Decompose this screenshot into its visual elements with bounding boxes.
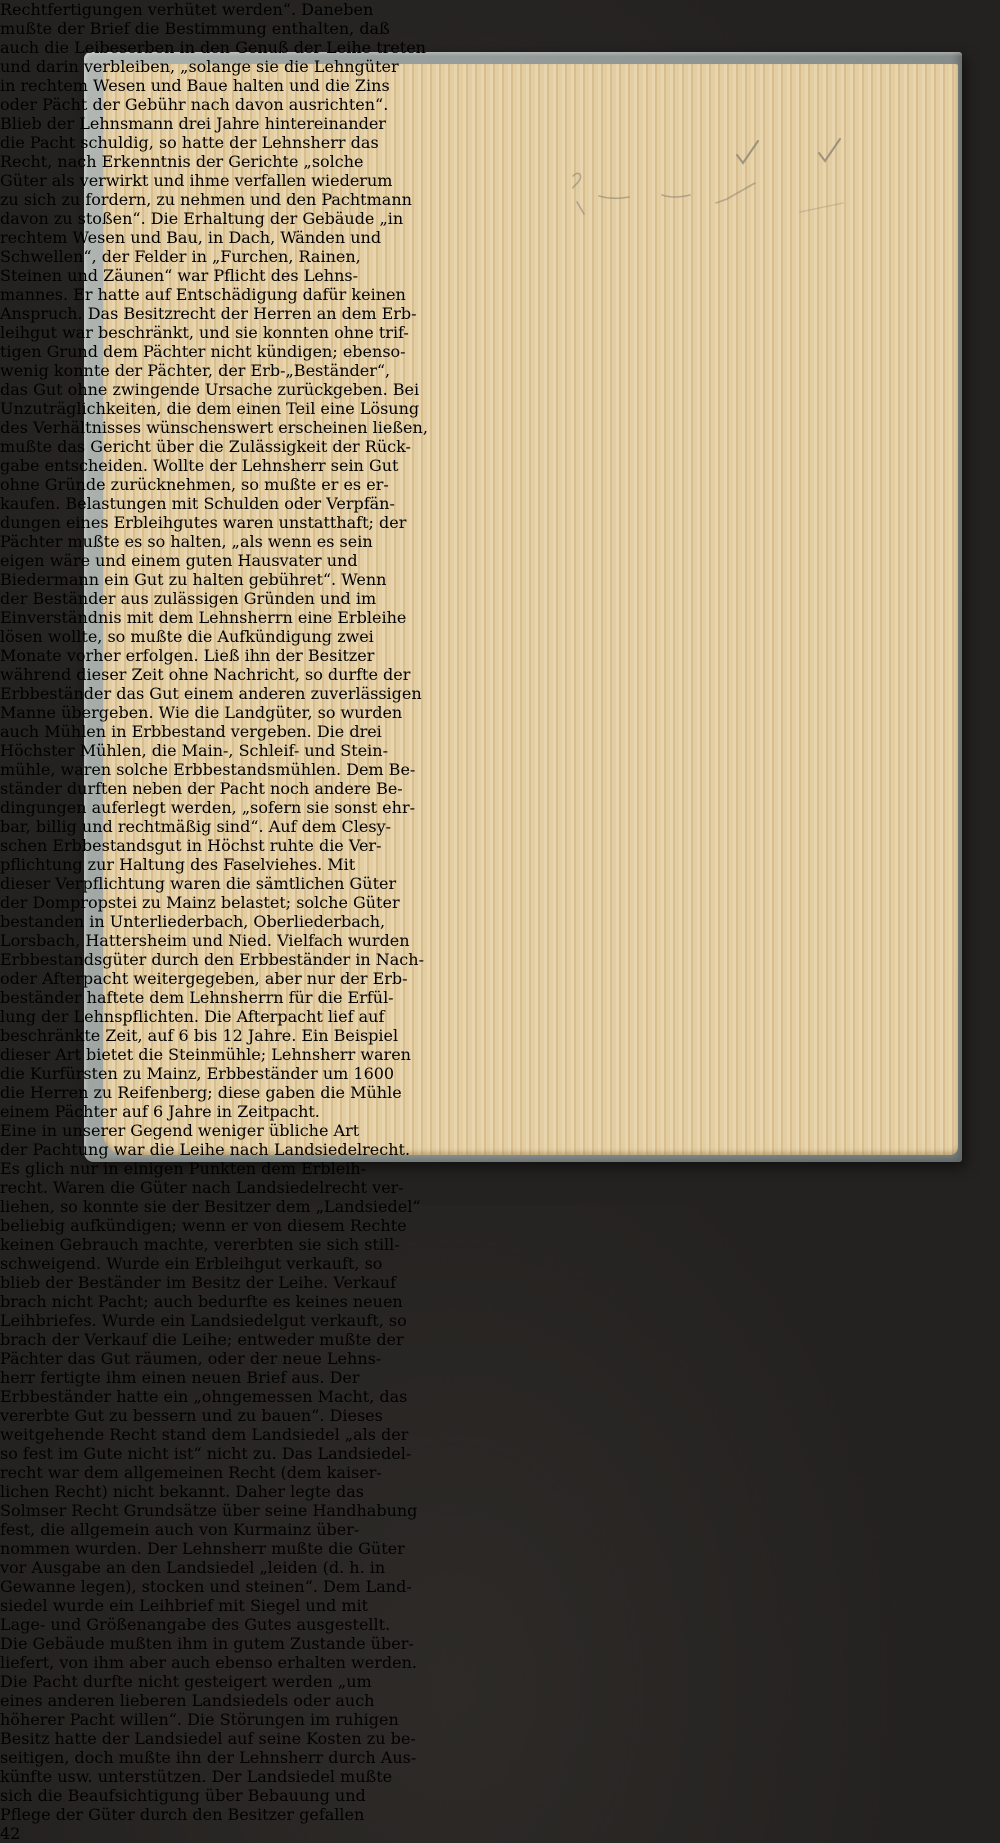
checkmark-unterliederbach-icon: [737, 141, 758, 163]
text-line: mannes. Er hatte auf Entschädigung dafür keinen: [0, 285, 406, 304]
margin-squiggle-icon: [573, 173, 584, 214]
text-line: dieser Art bietet die Steinmühle; Lehnsherr waren: [0, 1045, 411, 1064]
text-line: recht war dem allgemeinen Recht (dem kaiser-: [0, 1463, 382, 1482]
page-number: 42: [0, 1824, 21, 1843]
text-line: brach nicht Pacht; auch bedurfte es keines neuen: [0, 1292, 403, 1311]
text-line: rechtem Wesen und Bau, in Dach, Wänden und: [0, 228, 382, 247]
text-line: Pächter mußte es so halten, „als wenn es sein: [0, 532, 373, 551]
text-line: der Dompropstei zu Mainz belastet; solche Güter: [0, 893, 400, 912]
text-line: Pflege der Güter durch den Besitzer gefallen: [0, 1805, 365, 1824]
text-line: Rechtfertigungen verhütet werden“. Daneben: [0, 0, 374, 19]
text-line: Einverständnis mit dem Lehnsherrn eine Erbleihe: [0, 608, 407, 627]
text-line: lung der Lehnspflichten. Die Afterpacht lief auf: [0, 1007, 385, 1026]
text-line: Güter als verwirkt und ihme verfallen wiederum: [0, 171, 393, 190]
text-line: eigen wäre und einem guten Hausvater und: [0, 551, 358, 570]
text-line: brach der Verkauf die Leihe; entweder mußte der: [0, 1330, 404, 1349]
stroke-erbbestaender-icon: [800, 203, 843, 212]
text-line: liehen, so konnte sie der Besitzer dem „Landsiedel“: [0, 1197, 421, 1216]
text-line: Erbbeständer hatte ein „ohngemessen Macht, das: [0, 1387, 408, 1406]
text-line: Höchster Mühlen, die Main-, Schleif- und Stein-: [0, 741, 388, 760]
text-line: seitigen, doch mußte ihn der Lehnsherr durch Aus-: [0, 1748, 417, 1767]
text-line: vererbte Gut zu bessern und zu bauen“. Dieses: [0, 1406, 383, 1425]
text-line: Solmser Recht Grundsätze über seine Handhabung: [0, 1501, 418, 1520]
text-line: bestanden in Unterliederbach, Oberliederbach,: [0, 912, 386, 931]
text-line: künfte usw. unterstützen. Der Landsiedel mußte: [0, 1767, 393, 1786]
text-line: lösen wollte, so mußte die Aufkündigung zwei: [0, 627, 374, 646]
text-line: davon zu stoßen“. Die Erhaltung der Gebäude „in: [0, 209, 404, 228]
text-line: der Pachtung war die Leihe nach Landsiedelrecht.: [0, 1140, 411, 1159]
text-line: Monate vorher erfolgen. Ließ ihn der Besitzer: [0, 646, 375, 665]
text-line: zu sich zu fordern, zu nehmen und den Pachtmann: [0, 190, 412, 209]
text-line: recht. Waren die Güter nach Landsiedelrecht ver-: [0, 1178, 404, 1197]
text-line: nommen wurden. Der Lehnsherr mußte die Güter: [0, 1539, 405, 1558]
text-line: einem Pächter auf 6 Jahre in Zeitpacht.: [0, 1102, 320, 1121]
text-line: die Pacht schuldig, so hatte der Lehnsherr das: [0, 133, 379, 152]
text-line: pflichtung zur Haltung des Faselviehes. Mit: [0, 855, 356, 874]
text-line: keinen Gebrauch machte, vererbten sie sich still-: [0, 1235, 400, 1254]
text-line: wenig konnte der Pächter, der Erb-„Beständer“,: [0, 361, 391, 380]
text-line: Biedermann ein Gut zu halten gebühret“. Wenn: [0, 570, 387, 589]
text-line: Erbbestandsgüter durch den Erbbeständer in Nach-: [0, 950, 424, 969]
text-line: Recht, nach Erkenntnis der Gerichte „solche: [0, 152, 364, 171]
text-line: dieser Verpflichtung waren die sämtlichen Güter: [0, 874, 397, 893]
text-line: des Verhältnisses wünschenswert erscheinen ließen,: [0, 418, 428, 437]
text-line: höherer Pacht willen“. Die Störungen im ruhigen: [0, 1710, 399, 1729]
text-line: Schwellen“, der Felder in „Furchen, Rainen,: [0, 247, 361, 266]
text-line: Besitz hatte der Landsiedel auf seine Kosten zu be-: [0, 1729, 416, 1748]
text-line: Unzuträglichkeiten, die dem einen Teil eine Lösung: [0, 399, 420, 418]
text-line: ohne Gründe zurücknehmen, so mußte er es er-: [0, 475, 389, 494]
underline-lorsbach-icon: [599, 196, 629, 198]
text-line: bar, billig und rechtmäßig sind“. Auf dem Clesy-: [0, 817, 392, 836]
tick-nied-icon: [716, 183, 755, 203]
text-line: Lorsbach, Hattersheim und Nied. Vielfach wurden: [0, 931, 410, 950]
text-line: weitgehende Recht stand dem Landsiedel „als der: [0, 1425, 409, 1444]
text-line: dingungen auferlegt werden, „sofern sie sonst ehr-: [0, 798, 415, 817]
text-line: dungen eines Erbleihgutes waren unstatthaft; der: [0, 513, 407, 532]
text-line: Lage- und Größenangabe des Gutes ausgestellt.: [0, 1615, 391, 1634]
text-line: mußte der Brief die Bestimmung enthalten, daß: [0, 19, 390, 38]
text-line: liefert, von ihm aber auch ebenso erhalten werden.: [0, 1653, 417, 1672]
text-line: gabe entscheiden. Wollte der Lehnsherr sein Gut: [0, 456, 399, 475]
underline-hattersheim-icon: [662, 195, 690, 197]
text-line: während dieser Zeit ohne Nachricht, so durfte der: [0, 665, 411, 684]
text-line: fest, die allgemein auch von Kurmainz über-: [0, 1520, 360, 1539]
text-line: die Herren zu Reifenberg; diese gaben die Mühle: [0, 1083, 402, 1102]
text-line: auch Mühlen in Erbbestand vergeben. Die drei: [0, 722, 382, 741]
text-line: Erbbeständer das Gut einem anderen zuverlässigen: [0, 684, 422, 703]
text-line: Leihbriefes. Wurde ein Landsiedelgut verkauft, so: [0, 1311, 407, 1330]
text-line: siedel wurde ein Leihbrief mit Siegel und mit: [0, 1596, 369, 1615]
text-line: oder Pächt der Gebühr nach davon ausrichten“.: [0, 95, 389, 114]
text-line: so fest im Gute nicht ist“ nicht zu. Das Landsiedel-: [0, 1444, 412, 1463]
text-line: Es glich nur in einigen Punkten dem Erbleih-: [0, 1159, 367, 1178]
text-line: Anspruch. Das Besitzrecht der Herren an dem Erb-: [0, 304, 417, 323]
text-line: beliebig aufkündigen; wenn er von diesem Rechte: [0, 1216, 407, 1235]
text-line: Die Pacht durfte nicht gesteigert werden „um: [0, 1672, 372, 1691]
text-line: der Beständer aus zulässigen Gründen und im: [0, 589, 377, 608]
text-line: auch die Leibeserben in den Genuß der Leihe treten: [0, 38, 426, 57]
text-line: lichen Recht) nicht bekannt. Daher legte das: [0, 1482, 364, 1501]
text-line: Pächter das Gut räumen, oder der neue Lehns-: [0, 1349, 382, 1368]
text-line: schen Erbbestandsgut in Höchst ruhte die Ver-: [0, 836, 382, 855]
text-line: das Gut ohne zwingende Ursache zurückgeben. Bei: [0, 380, 420, 399]
text-line: herr fertigte ihm einen neuen Brief aus. Der: [0, 1368, 360, 1387]
text-line: beständer haftete dem Lehnsherrn für die Erfül-: [0, 988, 394, 1007]
text-line: leihgut war beschränkt, und sie konnten ohne trif-: [0, 323, 409, 342]
text-line: blieb der Beständer im Besitz der Leihe. Verkauf: [0, 1273, 397, 1292]
text-line: schweigend. Wurde ein Erbleihgut verkauft, so: [0, 1254, 383, 1273]
text-line: sich die Beaufsichtigung über Bebauung und: [0, 1786, 366, 1805]
text-line: Blieb der Lehnsmann drei Jahre hintereinander: [0, 114, 386, 133]
checkmark-oberliederbach-icon: [819, 139, 840, 161]
text-line: beschränkte Zeit, auf 6 bis 12 Jahre. Ein Beispiel: [0, 1026, 399, 1045]
text-line: mußte das Gericht über die Zulässigkeit der Rück-: [0, 437, 411, 456]
text-line: und darin verbleiben, „solange sie die Lehngüter: [0, 57, 399, 76]
text-line: Gewanne legen), stocken und steinen“. Dem Land-: [0, 1577, 412, 1596]
text-line: tigen Grund dem Pächter nicht kündigen; ebenso-: [0, 342, 406, 361]
text-line: ständer durften neben der Pacht noch andere Be-: [0, 779, 403, 798]
text-line: Steinen und Zäunen“ war Pflicht des Lehns-: [0, 266, 359, 285]
text-line: kaufen. Belastungen mit Schulden oder Verpfän-: [0, 494, 395, 513]
text-line: vor Ausgabe an den Landsiedel „leiden (d. h. in: [0, 1558, 386, 1577]
text-line: eines anderen lieberen Landsiedels oder auch: [0, 1691, 375, 1710]
text-line: mühle, waren solche Erbbestandsmühlen. Dem Be-: [0, 760, 416, 779]
text-line: Die Gebäude mußten ihm in gutem Zustande über-: [0, 1634, 414, 1653]
text-line: oder Afterpacht weitergegeben, aber nur der Erb-: [0, 969, 408, 988]
text-line: die Kurfürsten zu Mainz, Erbbeständer um 1600: [0, 1064, 395, 1083]
text-line: Manne übergeben. Wie die Landgüter, so wurden: [0, 703, 403, 722]
text-line: Eine in unserer Gegend weniger übliche Art: [0, 1121, 360, 1140]
text-line: in rechtem Wesen und Baue halten und die Zins: [0, 76, 390, 95]
